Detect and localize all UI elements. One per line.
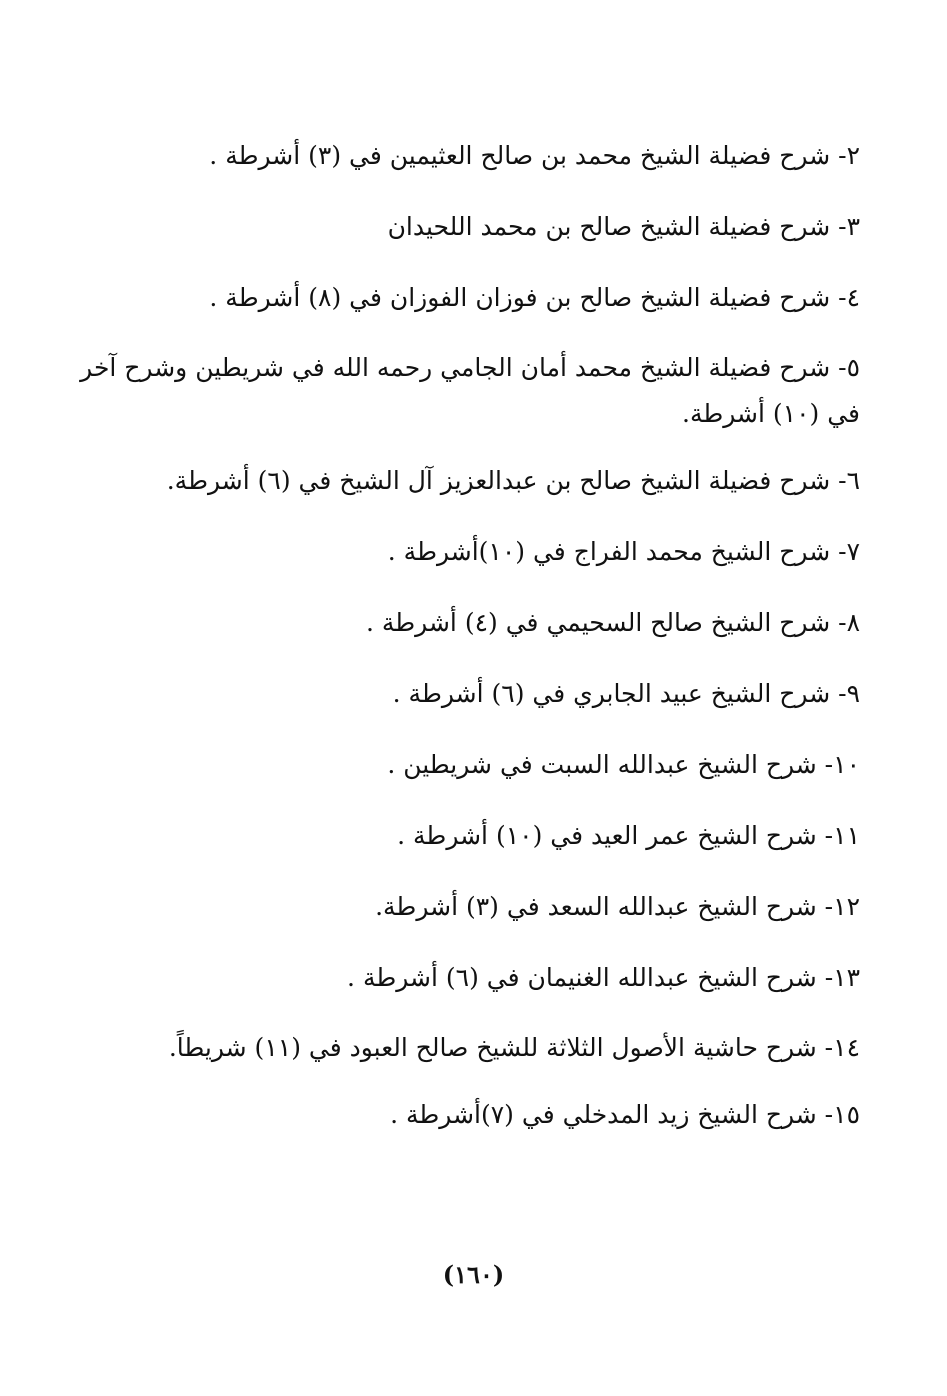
list-item: ١٥- شرح الشيخ زيد المدخلي في (٧)أشرطة .: [390, 1100, 860, 1129]
list-item: ٦- شرح فضيلة الشيخ صالح بن عبدالعزيز آل الشيخ في (٦) أشرطة.: [166, 466, 860, 495]
list-item: ٩- شرح الشيخ عبيد الجابري في (٦) أشرطة .: [392, 679, 860, 708]
list-item: ١٤- شرح حاشية الأصول الثلاثة للشيخ صالح العبود في (١١) شريطاً.: [168, 1033, 860, 1062]
list-item: ٤- شرح فضيلة الشيخ صالح بن فوزان الفوزان في (٨) أشرطة .: [209, 283, 860, 312]
list-item: ١٠- شرح الشيخ عبدالله السبت في شريطين .: [387, 750, 860, 779]
list-item: ١١- شرح الشيخ عمر العيد في (١٠) أشرطة .: [397, 821, 860, 850]
list-item: ١٣- شرح الشيخ عبدالله الغنيمان في (٦) أشرطة .: [347, 963, 860, 992]
list-item: ٢- شرح فضيلة الشيخ محمد بن صالح العثيمين في (٣) أشرطة .: [209, 141, 860, 170]
list-item: ٣- شرح فضيلة الشيخ صالح بن محمد اللحيدان: [387, 212, 860, 241]
page-number: (١٦٠): [442, 1260, 505, 1289]
list-item: ٨- شرح الشيخ صالح السحيمي في (٤) أشرطة .: [365, 608, 860, 637]
entry-list: [60, 132, 860, 1162]
list-item: ١٢- شرح الشيخ عبدالله السعد في (٣) أشرطة.: [375, 892, 860, 921]
list-item: ٧- شرح الشيخ محمد الفراج في (١٠)أشرطة .: [387, 537, 860, 566]
list-item: ٥- شرح فضيلة الشيخ محمد أمان الجامي رحمه الله في شريطين وشرح آخر في (١٠) أشرطة.: [80, 353, 860, 428]
